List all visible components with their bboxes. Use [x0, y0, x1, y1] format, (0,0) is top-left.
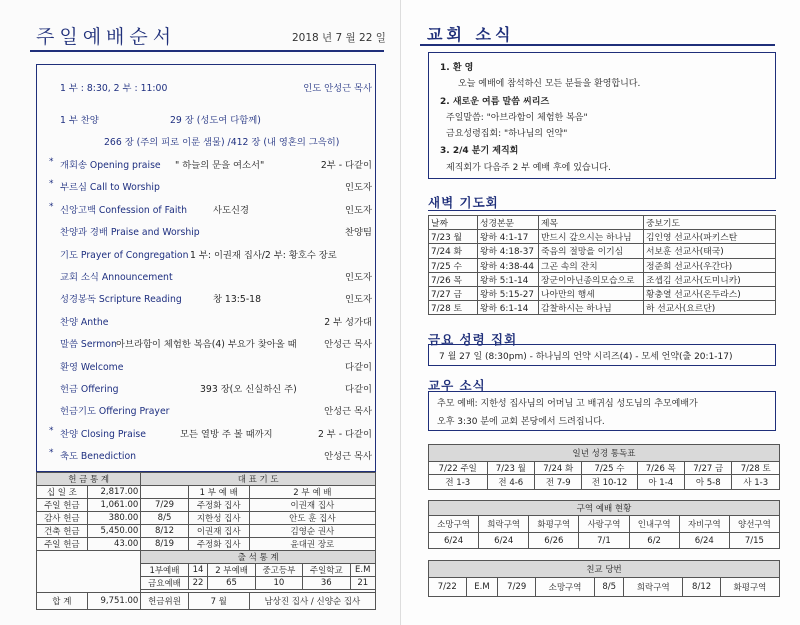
order-item-detail: 1 부: 이권재 집사/2 부: 황호수 장로 — [190, 249, 337, 261]
order-item-label: 부르심 Call to Worship — [60, 182, 160, 194]
news-3-body: 제직회가 다음주 2 부 예배 후에 있습니다. — [446, 163, 611, 173]
prayer-2: 이권재 집사 — [249, 499, 375, 512]
committee-month: 7 월 — [188, 593, 249, 610]
prayer-2: 윤대권 장로 — [249, 538, 375, 551]
page-title: 주일예배순서 — [36, 26, 177, 48]
order-item-label: 말씀 Sermon — [60, 339, 117, 351]
dawn-text: 왕하 6:1-14 — [478, 301, 539, 315]
order-item-detail: 창 13:5-18 — [213, 294, 261, 306]
order-item-leader: 찬양팀 — [345, 227, 372, 239]
table-row — [429, 244, 776, 258]
finance-row-date: 8/19 — [141, 538, 188, 551]
zone-names-row — [429, 516, 780, 533]
order-item-label: 헌금 Offering — [60, 384, 119, 395]
finance-row-name: 주일 헌금 — [37, 538, 88, 551]
reading-day: 7/26 목 — [637, 462, 684, 475]
finance-table — [36, 472, 376, 610]
dawn-intercession: 정준희 선교사(우간다) — [644, 258, 776, 272]
zone-date: 6/24 — [479, 533, 529, 549]
required-star-icon: * — [49, 448, 54, 459]
committee-label: 헌금위원 — [141, 593, 188, 610]
zone-date: 6/2 — [629, 533, 679, 549]
dawn-text: 왕하 4:1-17 — [478, 230, 539, 244]
dawn-intercession: 김인영 선교사(파키스탄 — [644, 230, 776, 244]
dawn-divider — [428, 210, 776, 211]
finance-row-name: 십 일 조 — [37, 486, 88, 499]
order-item-label: 환영 Welcome — [60, 361, 124, 373]
fellowship-cell: 희락구역 — [624, 578, 683, 597]
order-item-leader: 2 부 - 다같이 — [317, 428, 372, 440]
reading-day: 7/27 금 — [685, 462, 732, 475]
finance-row-amount: 43.00 — [87, 538, 141, 551]
zone-date: 7/1 — [579, 533, 629, 549]
dawn-text: 왕하 5:15-27 — [478, 286, 539, 300]
dawn-subject: 장군이아닌종의모습으로 — [539, 272, 644, 286]
prayer-sub-2: 2 부 예 배 — [249, 486, 375, 499]
att-r2-2: 65 — [208, 577, 255, 590]
table-row — [429, 286, 776, 300]
attendance-title: 출 석 통 계 — [141, 551, 376, 564]
fellowship-cell: 화평구역 — [720, 578, 779, 597]
required-star-icon: * — [49, 201, 54, 212]
table-row — [429, 230, 776, 244]
fellowship-cell: 7/22 — [429, 578, 467, 597]
fellowship-cell: 소망구역 — [536, 578, 595, 597]
order-item-label: 신앙고백 Confession of Faith — [60, 204, 187, 216]
dawn-header: 날짜 — [429, 216, 478, 230]
finance-row-date: 7/29 — [141, 499, 188, 512]
finance-row-amount: 380.00 — [87, 512, 141, 525]
order-item-label: 기도 Prayer of Congregation — [60, 249, 189, 261]
order-item-label: 개회송 Opening praise — [60, 160, 161, 171]
dawn-subject: 죽음의 절망을 이기심 — [539, 244, 644, 258]
order-item-label: 찬양 Anthe — [60, 316, 109, 328]
zone-name: 희락구역 — [479, 516, 529, 533]
dawn-subject: 나아만의 행세 — [539, 286, 644, 300]
order-item-leader: 2부 - 다같이 — [320, 160, 372, 171]
reading-day: 7/23 월 — [487, 462, 534, 475]
attendance-table — [141, 564, 375, 589]
dawn-text: 왕하 4:38-44 — [478, 258, 539, 272]
att-r1-0: 1부예배 — [141, 564, 188, 577]
finance-row-date — [141, 486, 188, 499]
table-row — [429, 272, 776, 286]
offering-stats-header: 헌 금 통 계 — [37, 473, 141, 486]
order-item-detail: 사도신경 — [213, 204, 249, 216]
reading-text: 전 10-12 — [582, 475, 637, 490]
dawn-header: 제목 — [539, 216, 644, 230]
required-star-icon: * — [49, 425, 54, 436]
bulletin-date: 2018 년 7 월 22 일 — [292, 32, 386, 44]
order-item-leader: 2 부 성가대 — [324, 316, 372, 328]
order-item-leader: 안성근 목사 — [324, 406, 372, 418]
attendance-cell — [141, 564, 376, 590]
order-item-label: 헌금기도 Offering Prayer — [60, 406, 170, 418]
order-item-detail: " 하늘의 문을 여소서" — [175, 160, 265, 171]
required-star-icon: * — [49, 179, 54, 190]
order-item-leader: 인도자 — [345, 272, 372, 283]
reading-text: 전 1-3 — [429, 475, 488, 490]
zone-date: 6/26 — [529, 533, 579, 549]
zone-worship-table — [428, 500, 780, 549]
news-1-title: 1. 환 영 — [440, 63, 474, 73]
order-item-label: 축도 Benediction — [60, 451, 137, 463]
order-item-detail: 모든 열방 주 볼 때까지 — [180, 428, 273, 440]
prayer-header: 대 표 기 도 — [141, 473, 376, 486]
order-item-leader: 다같이 — [345, 361, 372, 373]
att-r2-5: 21 — [350, 577, 375, 590]
finance-row-name: 건축 헌금 — [37, 525, 88, 538]
reading-day: 7/25 수 — [582, 462, 637, 475]
att-r1-2: 2 부예배 — [208, 564, 255, 577]
friday-box — [428, 344, 776, 366]
order-item-leader: 인도자 — [345, 204, 372, 216]
order-item-label: 성경봉독 Scripture Reading — [60, 294, 182, 306]
zone-title: 구역 예배 현황 — [429, 501, 780, 516]
dawn-header: 중보기도 — [644, 216, 776, 230]
reading-day: 7/22 주일 — [429, 462, 488, 475]
table-row — [429, 258, 776, 272]
reading-text: 아 1-4 — [637, 475, 684, 490]
order-item-leader: 안성근 목사 — [324, 339, 372, 351]
service-times: 1 부 : 8:30, 2 부 : 11:00 — [60, 83, 168, 94]
reading-day: 7/28 토 — [732, 462, 780, 475]
finance-row-amount: 1,061.00 — [87, 499, 141, 512]
news-3-title: 3. 2/4 분기 제직회 — [440, 146, 519, 156]
order-item-label: 찬양 Closing Praise — [60, 428, 146, 440]
news-2-title: 2. 새로운 여름 말씀 씨리즈 — [440, 97, 550, 107]
order-item-leader: 인도자 — [345, 182, 372, 194]
member-news-box — [428, 391, 776, 431]
dawn-prayer-table — [428, 215, 776, 315]
fellowship-table — [428, 560, 780, 597]
reading-text: 사 1-3 — [732, 475, 780, 490]
att-r2-1: 22 — [188, 577, 208, 590]
zone-date: 7/15 — [729, 533, 779, 549]
news-2-line2: 금요성령집회: "하나님의 언약" — [446, 129, 568, 139]
dawn-intercession: 황충열 선교사(온두라스) — [644, 286, 776, 300]
reading-text: 아 5-8 — [685, 475, 732, 490]
att-r1-4: 주일학교 — [303, 564, 350, 577]
news-divider — [420, 44, 775, 46]
fellowship-cell: 8/12 — [683, 578, 721, 597]
dawn-text: 왕하 4:18-37 — [478, 244, 539, 258]
zone-name: 사랑구역 — [579, 516, 629, 533]
reading-text: 전 4-6 — [487, 475, 534, 490]
fellowship-cell: 8/5 — [595, 578, 624, 597]
prayer-1: 이권재 집사 — [188, 525, 249, 538]
order-item-detail: 아브라함이 체험한 복음(4) 부요가 찾아올 때 — [116, 339, 297, 351]
member-news-title: 교우 소식 — [428, 378, 486, 393]
reading-days-row — [429, 462, 780, 475]
prayer-sub-1: 1 부 예 배 — [188, 486, 249, 499]
committee-names: 남상진 집사 / 신양순 집사 — [249, 593, 375, 610]
order-item-label: 찬양과 경배 Praise and Worship — [60, 227, 200, 239]
att-r1-1: 14 — [188, 564, 208, 577]
finance-row-amount: 2,817.00 — [87, 486, 141, 499]
dawn-title: 새벽 기도회 — [428, 195, 499, 210]
member-news-line1: 추모 예배: 지한성 집사님의 어머님 고 배귀심 성도님의 추모예배가 — [437, 399, 698, 409]
order-item-label: 교회 소식 Announcement — [60, 272, 173, 283]
zone-dates-row — [429, 533, 780, 549]
zone-name: 양선구역 — [729, 516, 779, 533]
news-1-body: 오늘 예배에 참석하신 모든 분들을 환영합니다. — [458, 79, 641, 89]
dawn-intercession: 조셉김 선교사(도미니카) — [644, 272, 776, 286]
news-2-line1: 주일말씀: "아브라함이 체험한 복음" — [446, 113, 588, 123]
finance-row-date: 8/12 — [141, 525, 188, 538]
order-item-leader: 안성근 목사 — [324, 451, 372, 463]
finance-blank — [37, 551, 141, 593]
order-item-leader: 다같이 — [345, 384, 372, 395]
prayer-2: 안도 훈 집사 — [249, 512, 375, 525]
friday-body: 7 월 27 일 (8:30pm) - 하나님의 언약 시리즈(4) - 모세 언약(출 20:1-17) — [439, 352, 733, 362]
dawn-date: 7/24 화 — [429, 244, 478, 258]
att-r1-3: 중고등부 — [255, 564, 302, 577]
reading-table — [428, 444, 780, 490]
prayer-2: 김영순 권사 — [249, 525, 375, 538]
zone-date: 6/24 — [679, 533, 729, 549]
member-news-line2: 오후 3:30 분에 교회 본당에서 드려집니다. — [437, 417, 605, 427]
dawn-subject: 감찰하시는 하나님 — [539, 301, 644, 315]
fellowship-row — [429, 578, 780, 597]
dawn-date: 7/27 금 — [429, 286, 478, 300]
order-item-detail: 393 장(오 신실하신 주) — [200, 384, 297, 395]
finance-row-amount: 5,450.00 — [87, 525, 141, 538]
zone-name: 인내구역 — [629, 516, 679, 533]
reading-day: 7/24 화 — [535, 462, 582, 475]
prayer-1: 주정화 집사 — [188, 538, 249, 551]
att-r2-3: 10 — [255, 577, 302, 590]
dawn-date: 7/25 수 — [429, 258, 478, 272]
news-title: 교회 소식 — [427, 25, 515, 44]
title-divider — [30, 50, 384, 52]
required-star-icon: * — [49, 157, 54, 167]
prayer-1: 주정화 집사 — [188, 499, 249, 512]
dawn-date: 7/28 토 — [429, 301, 478, 315]
dawn-header: 성경본문 — [478, 216, 539, 230]
hymn-1: 29 장 (성도여 다함께) — [170, 115, 261, 126]
dawn-date: 7/26 목 — [429, 272, 478, 286]
total-label: 합 계 — [37, 593, 88, 610]
finance-row-name: 감사 헌금 — [37, 512, 88, 525]
reading-title: 일년 성경 통독표 — [429, 445, 780, 462]
fellowship-cell: E.M — [466, 578, 498, 597]
att-r2-0: 금요예배 — [141, 577, 188, 590]
fellowship-cell: 7/29 — [498, 578, 536, 597]
att-r2-4: 36 — [303, 577, 350, 590]
dawn-text: 왕하 5:1-14 — [478, 272, 539, 286]
prayer-1: 지한성 집사 — [188, 512, 249, 525]
dawn-subject: 반드시 갚으시는 하나님 — [539, 230, 644, 244]
reading-texts-row — [429, 475, 780, 490]
finance-row-date: 8/5 — [141, 512, 188, 525]
fellowship-title: 친교 당번 — [429, 561, 780, 578]
zone-name: 소망구역 — [429, 516, 479, 533]
friday-title: 금요 성령 집회 — [428, 332, 518, 347]
dawn-intercession: 서보훈 선교사(태국) — [644, 244, 776, 258]
hymn-label: 1 부 찬양 — [60, 115, 99, 126]
finance-row-name: 주일 헌금 — [37, 499, 88, 512]
zone-name: 자비구역 — [679, 516, 729, 533]
table-row — [429, 301, 776, 315]
total-amount: 9,751.00 — [87, 593, 141, 610]
reading-text: 전 7-9 — [535, 475, 582, 490]
zone-date: 6/24 — [429, 533, 479, 549]
dawn-date: 7/23 월 — [429, 230, 478, 244]
hymn-2: 266 장 (주의 피로 이룬 샘물) /412 장 (내 영혼의 그윽히) — [104, 137, 340, 148]
leader: 인도 안성근 목사 — [303, 83, 372, 94]
dawn-subject: 그곤 속의 잔치 — [539, 258, 644, 272]
order-item-leader: 인도자 — [345, 294, 372, 306]
dawn-intercession: 하 선교사(요르단) — [644, 301, 776, 315]
zone-name: 화평구역 — [529, 516, 579, 533]
att-r1-5: E.M — [350, 564, 375, 577]
